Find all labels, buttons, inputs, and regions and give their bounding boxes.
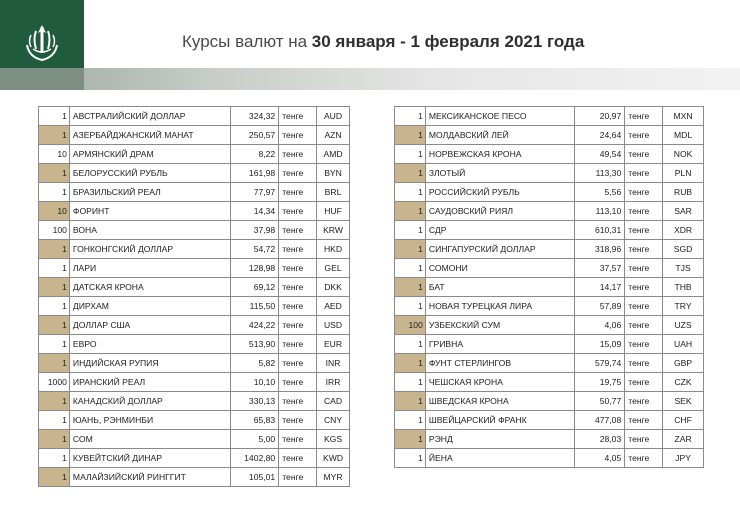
nominal-cell: 1 — [39, 107, 70, 126]
unit-cell: тенге — [279, 411, 317, 430]
rate-cell: 105,01 — [231, 468, 279, 487]
nominal-cell: 100 — [395, 316, 426, 335]
nominal-cell: 1 — [395, 297, 426, 316]
unit-cell: тенге — [625, 221, 663, 240]
currency-name-cell: УЗБЕКСКИЙ СУМ — [425, 316, 575, 335]
nominal-cell: 1 — [395, 278, 426, 297]
nominal-cell: 1 — [395, 107, 426, 126]
unit-cell: тенге — [625, 392, 663, 411]
nominal-cell: 1 — [39, 183, 70, 202]
nominal-cell: 1 — [39, 259, 70, 278]
currency-name-cell: ЕВРО — [69, 335, 230, 354]
table-row — [39, 335, 350, 354]
rate-cell: 57,89 — [575, 297, 625, 316]
currency-name-cell: ФУНТ СТЕРЛИНГОВ — [425, 354, 575, 373]
currency-code-cell: CAD — [317, 392, 350, 411]
table-row — [395, 107, 704, 126]
rate-cell: 19,75 — [575, 373, 625, 392]
unit-cell: тенге — [625, 278, 663, 297]
unit-cell: тенге — [625, 297, 663, 316]
table-row — [39, 392, 350, 411]
unit-cell: тенге — [279, 316, 317, 335]
table-row — [39, 468, 350, 487]
table-row — [39, 240, 350, 259]
nominal-cell: 1 — [39, 240, 70, 259]
currency-code-cell: BRL — [317, 183, 350, 202]
rate-cell: 14,34 — [231, 202, 279, 221]
unit-cell: тенге — [279, 126, 317, 145]
table-row — [395, 316, 704, 335]
unit-cell: тенге — [625, 259, 663, 278]
currency-code-cell: INR — [317, 354, 350, 373]
table-row — [395, 202, 704, 221]
table-row — [39, 221, 350, 240]
currency-name-cell: ЛАРИ — [69, 259, 230, 278]
currency-code-cell: UAH — [663, 335, 704, 354]
rate-cell: 8,22 — [231, 145, 279, 164]
unit-cell: тенге — [279, 107, 317, 126]
rate-cell: 113,10 — [575, 202, 625, 221]
wheat-emblem-icon — [19, 19, 65, 65]
currency-code-cell: HKD — [317, 240, 350, 259]
currency-code-cell: EUR — [317, 335, 350, 354]
nominal-cell: 1000 — [39, 373, 70, 392]
rate-cell: 4,06 — [575, 316, 625, 335]
unit-cell: тенге — [279, 449, 317, 468]
unit-cell: тенге — [279, 259, 317, 278]
table-row — [39, 430, 350, 449]
table-row — [395, 411, 704, 430]
currency-code-cell: KGS — [317, 430, 350, 449]
currency-code-cell: AZN — [317, 126, 350, 145]
title-date: 30 января - 1 февраля 2021 года — [311, 32, 585, 51]
unit-cell: тенге — [625, 335, 663, 354]
nominal-cell: 1 — [39, 449, 70, 468]
table-row — [395, 240, 704, 259]
currency-code-cell: SEK — [663, 392, 704, 411]
table-row — [395, 126, 704, 145]
nominal-cell: 1 — [395, 164, 426, 183]
currency-name-cell: ФОРИНТ — [69, 202, 230, 221]
table-row — [39, 259, 350, 278]
unit-cell: тенге — [625, 107, 663, 126]
currency-name-cell: НОВАЯ ТУРЕЦКАЯ ЛИРА — [425, 297, 575, 316]
nominal-cell: 1 — [39, 468, 70, 487]
rate-cell: 424,22 — [231, 316, 279, 335]
unit-cell: тенге — [279, 335, 317, 354]
rate-cell: 4,05 — [575, 449, 625, 468]
currency-name-cell: ГРИВНА — [425, 335, 575, 354]
currency-code-cell: GEL — [317, 259, 350, 278]
header-band — [0, 68, 740, 90]
table-row — [39, 164, 350, 183]
currency-code-cell: THB — [663, 278, 704, 297]
currency-code-cell: IRR — [317, 373, 350, 392]
table-row — [39, 145, 350, 164]
nominal-cell: 1 — [39, 354, 70, 373]
rate-cell: 24,64 — [575, 126, 625, 145]
rate-cell: 115,50 — [231, 297, 279, 316]
table-row — [39, 373, 350, 392]
nominal-cell: 1 — [395, 373, 426, 392]
nominal-cell: 1 — [39, 297, 70, 316]
table-row — [39, 449, 350, 468]
table-row — [39, 183, 350, 202]
unit-cell: тенге — [279, 278, 317, 297]
currency-name-cell: ДОЛЛАР США — [69, 316, 230, 335]
rate-cell: 1402,80 — [231, 449, 279, 468]
rates-table-left — [38, 106, 350, 487]
nominal-cell: 1 — [395, 221, 426, 240]
rates-table-right — [394, 106, 704, 468]
rate-cell: 20,97 — [575, 107, 625, 126]
table-row — [395, 392, 704, 411]
rate-cell: 324,32 — [231, 107, 279, 126]
header-band-left — [0, 68, 84, 90]
table-row — [395, 430, 704, 449]
currency-name-cell: ДИРХАМ — [69, 297, 230, 316]
currency-name-cell: ЙЕНА — [425, 449, 575, 468]
rate-cell: 65,83 — [231, 411, 279, 430]
rate-cell: 318,96 — [575, 240, 625, 259]
unit-cell: тенге — [279, 373, 317, 392]
unit-cell: тенге — [625, 449, 663, 468]
nominal-cell: 1 — [39, 392, 70, 411]
table-row — [39, 297, 350, 316]
unit-cell: тенге — [279, 221, 317, 240]
currency-name-cell: БАТ — [425, 278, 575, 297]
currency-code-cell: PLN — [663, 164, 704, 183]
table-row — [395, 354, 704, 373]
currency-code-cell: HUF — [317, 202, 350, 221]
currency-name-cell: МЕКСИКАНСКОЕ ПЕСО — [425, 107, 575, 126]
currency-name-cell: НОРВЕЖСКАЯ КРОНА — [425, 145, 575, 164]
currency-name-cell: КУВЕЙТСКИЙ ДИНАР — [69, 449, 230, 468]
unit-cell: тенге — [279, 202, 317, 221]
rate-cell: 5,00 — [231, 430, 279, 449]
unit-cell: тенге — [625, 354, 663, 373]
nominal-cell: 1 — [395, 126, 426, 145]
currency-name-cell: ЗЛОТЫЙ — [425, 164, 575, 183]
nominal-cell: 100 — [39, 221, 70, 240]
rate-cell: 28,03 — [575, 430, 625, 449]
currency-name-cell: КАНАДСКИЙ ДОЛЛАР — [69, 392, 230, 411]
currency-name-cell: СОМ — [69, 430, 230, 449]
currency-code-cell: XDR — [663, 221, 704, 240]
currency-code-cell: ZAR — [663, 430, 704, 449]
currency-code-cell: CHF — [663, 411, 704, 430]
unit-cell: тенге — [625, 164, 663, 183]
currency-name-cell: ИРАНСКИЙ РЕАЛ — [69, 373, 230, 392]
rate-cell: 77,97 — [231, 183, 279, 202]
currency-name-cell: ЮАНЬ, РЭНМИНБИ — [69, 411, 230, 430]
table-row — [39, 354, 350, 373]
rate-cell: 49,54 — [575, 145, 625, 164]
currency-name-cell: САУДОВСКИЙ РИЯЛ — [425, 202, 575, 221]
currency-name-cell: СИНГАПУРСКИЙ ДОЛЛАР — [425, 240, 575, 259]
unit-cell: тенге — [279, 354, 317, 373]
table-row — [39, 107, 350, 126]
currency-name-cell: СОМОНИ — [425, 259, 575, 278]
currency-name-cell: АВСТРАЛИЙСКИЙ ДОЛЛАР — [69, 107, 230, 126]
nominal-cell: 1 — [395, 411, 426, 430]
table-row — [39, 411, 350, 430]
rate-cell: 113,30 — [575, 164, 625, 183]
currency-name-cell: СДР — [425, 221, 575, 240]
currency-code-cell: AED — [317, 297, 350, 316]
unit-cell: тенге — [279, 164, 317, 183]
currency-name-cell: ШВЕДСКАЯ КРОНА — [425, 392, 575, 411]
currency-code-cell: JPY — [663, 449, 704, 468]
currency-name-cell: РЭНД — [425, 430, 575, 449]
nominal-cell: 1 — [39, 316, 70, 335]
unit-cell: тенге — [625, 202, 663, 221]
rate-cell: 54,72 — [231, 240, 279, 259]
rate-cell: 37,98 — [231, 221, 279, 240]
unit-cell: тенге — [625, 183, 663, 202]
unit-cell: тенге — [279, 297, 317, 316]
rate-cell: 161,98 — [231, 164, 279, 183]
table-row — [395, 221, 704, 240]
unit-cell: тенге — [279, 468, 317, 487]
table-row — [395, 297, 704, 316]
table-row — [39, 278, 350, 297]
currency-code-cell: TRY — [663, 297, 704, 316]
nominal-cell: 1 — [395, 430, 426, 449]
currency-code-cell: AUD — [317, 107, 350, 126]
currency-code-cell: MXN — [663, 107, 704, 126]
currency-code-cell: USD — [317, 316, 350, 335]
currency-name-cell: ЧЕШСКАЯ КРОНА — [425, 373, 575, 392]
table-row — [395, 449, 704, 468]
unit-cell: тенге — [625, 126, 663, 145]
rate-cell: 610,31 — [575, 221, 625, 240]
currency-code-cell: SAR — [663, 202, 704, 221]
currency-name-cell: АРМЯНСКИЙ ДРАМ — [69, 145, 230, 164]
unit-cell: тенге — [625, 145, 663, 164]
unit-cell: тенге — [279, 240, 317, 259]
unit-cell: тенге — [279, 430, 317, 449]
unit-cell: тенге — [625, 373, 663, 392]
table-row — [395, 145, 704, 164]
currency-code-cell: MDL — [663, 126, 704, 145]
currency-code-cell: TJS — [663, 259, 704, 278]
rate-cell: 579,74 — [575, 354, 625, 373]
nominal-cell: 1 — [39, 278, 70, 297]
unit-cell: тенге — [625, 430, 663, 449]
nominal-cell: 1 — [39, 126, 70, 145]
rate-cell: 513,90 — [231, 335, 279, 354]
currency-code-cell: RUB — [663, 183, 704, 202]
rate-cell: 5,56 — [575, 183, 625, 202]
currency-code-cell: CZK — [663, 373, 704, 392]
nominal-cell: 1 — [39, 164, 70, 183]
table-row — [395, 164, 704, 183]
table-row — [39, 126, 350, 145]
currency-code-cell: UZS — [663, 316, 704, 335]
currency-code-cell: DKK — [317, 278, 350, 297]
currency-name-cell: ГОНКОНГСКИЙ ДОЛЛАР — [69, 240, 230, 259]
nominal-cell: 1 — [395, 335, 426, 354]
rate-cell: 50,77 — [575, 392, 625, 411]
nominal-cell: 1 — [395, 392, 426, 411]
nominal-cell: 1 — [395, 354, 426, 373]
currency-name-cell: БЕЛОРУССКИЙ РУБЛЬ — [69, 164, 230, 183]
rate-cell: 69,12 — [231, 278, 279, 297]
nominal-cell: 1 — [395, 259, 426, 278]
unit-cell: тенге — [279, 183, 317, 202]
rate-cell: 330,13 — [231, 392, 279, 411]
table-row — [395, 335, 704, 354]
currency-code-cell: SGD — [663, 240, 704, 259]
currency-name-cell: ШВЕЙЦАРСКИЙ ФРАНК — [425, 411, 575, 430]
currency-code-cell: CNY — [317, 411, 350, 430]
unit-cell: тенге — [625, 240, 663, 259]
rate-cell: 37,57 — [575, 259, 625, 278]
nominal-cell: 10 — [39, 145, 70, 164]
table-row — [39, 202, 350, 221]
title-prefix: Курсы валют на — [182, 32, 312, 51]
nominal-cell: 10 — [39, 202, 70, 221]
nominal-cell: 1 — [395, 183, 426, 202]
table-row — [395, 183, 704, 202]
nominal-cell: 1 — [39, 430, 70, 449]
currency-code-cell: KWD — [317, 449, 350, 468]
currency-code-cell: NOK — [663, 145, 704, 164]
table-row — [395, 278, 704, 297]
currency-name-cell: ИНДИЙСКАЯ РУПИЯ — [69, 354, 230, 373]
currency-name-cell: ДАТСКАЯ КРОНА — [69, 278, 230, 297]
currency-name-cell: ВОНА — [69, 221, 230, 240]
nominal-cell: 1 — [39, 335, 70, 354]
nominal-cell: 1 — [39, 411, 70, 430]
rate-cell: 128,98 — [231, 259, 279, 278]
rate-cell: 14,17 — [575, 278, 625, 297]
unit-cell: тенге — [279, 392, 317, 411]
currency-name-cell: АЗЕРБАЙДЖАНСКИЙ МАНАТ — [69, 126, 230, 145]
currency-code-cell: BYN — [317, 164, 350, 183]
rate-cell: 15,09 — [575, 335, 625, 354]
nominal-cell: 1 — [395, 202, 426, 221]
table-row — [395, 373, 704, 392]
currency-name-cell: РОССИЙСКИЙ РУБЛЬ — [425, 183, 575, 202]
currency-code-cell: AMD — [317, 145, 350, 164]
currency-code-cell: GBP — [663, 354, 704, 373]
nominal-cell: 1 — [395, 145, 426, 164]
currency-name-cell: МАЛАЙЗИЙСКИЙ РИНГГИТ — [69, 468, 230, 487]
unit-cell: тенге — [625, 316, 663, 335]
nominal-cell: 1 — [395, 240, 426, 259]
nominal-cell: 1 — [395, 449, 426, 468]
rate-cell: 477,08 — [575, 411, 625, 430]
currency-name-cell: МОЛДАВСКИЙ ЛЕЙ — [425, 126, 575, 145]
currency-name-cell: БРАЗИЛЬСКИЙ РЕАЛ — [69, 183, 230, 202]
page-title — [182, 32, 584, 52]
currency-code-cell: KRW — [317, 221, 350, 240]
rate-cell: 5,82 — [231, 354, 279, 373]
table-row — [395, 259, 704, 278]
table-row — [39, 316, 350, 335]
currency-code-cell: MYR — [317, 468, 350, 487]
rate-cell: 250,57 — [231, 126, 279, 145]
rate-cell: 10,10 — [231, 373, 279, 392]
unit-cell: тенге — [279, 145, 317, 164]
unit-cell: тенге — [625, 411, 663, 430]
